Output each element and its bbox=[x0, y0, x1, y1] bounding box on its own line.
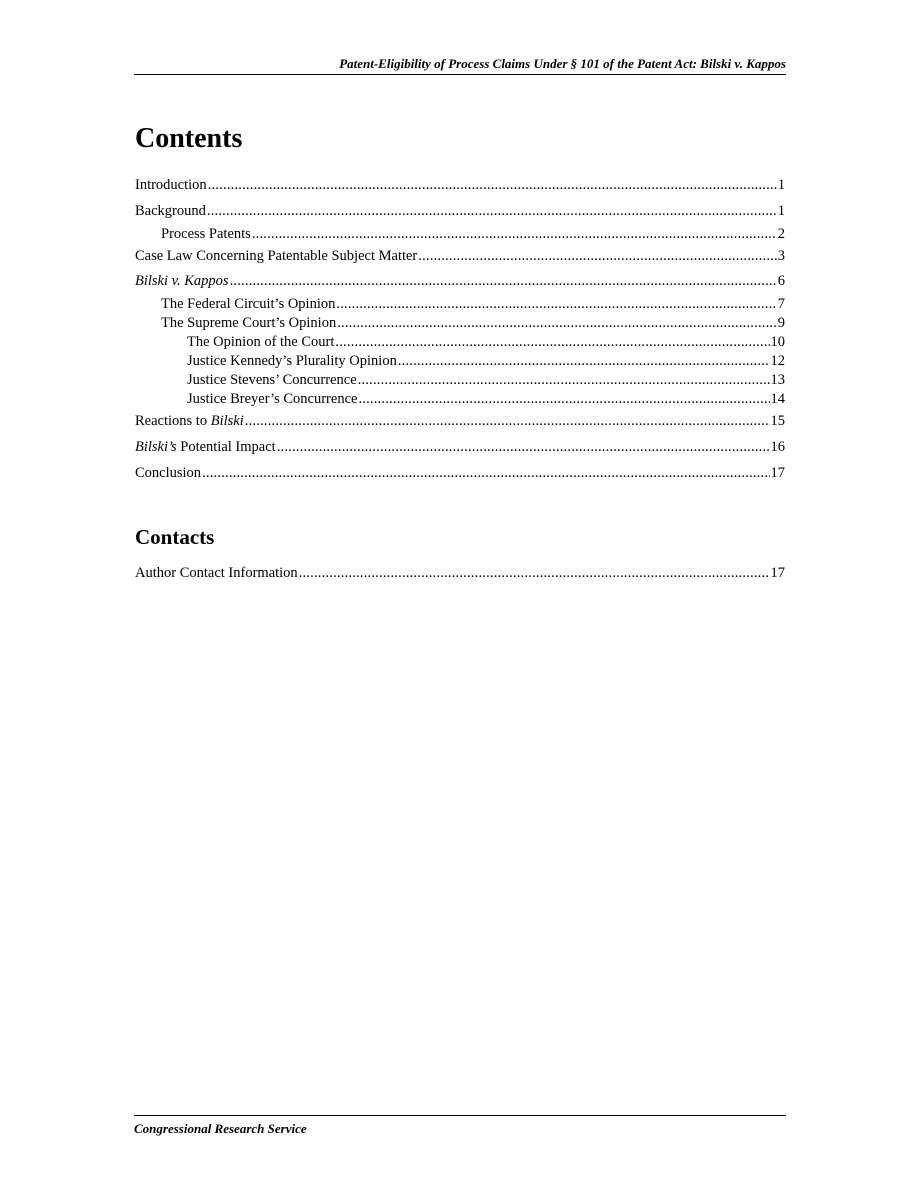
toc-entry-reactions[interactable] bbox=[135, 413, 785, 430]
toc-page-number: 17 bbox=[770, 565, 785, 581]
toc-entry-title: Case Law Concerning Patentable Subject Matter bbox=[135, 248, 418, 264]
dot-leader bbox=[418, 248, 776, 265]
toc-page-number: 10 bbox=[770, 334, 785, 350]
toc-page-number: 15 bbox=[770, 413, 785, 429]
dot-leader bbox=[252, 226, 777, 243]
toc-page-number: 7 bbox=[777, 296, 785, 312]
contents-heading: Contents bbox=[135, 123, 243, 154]
toc-entry-title: The Federal Circuit’s Opinion bbox=[161, 296, 336, 312]
dot-leader bbox=[358, 391, 769, 408]
toc-entry-title: Justice Breyer’s Concurrence bbox=[187, 391, 358, 407]
toc-page-number: 1 bbox=[777, 177, 785, 193]
dot-leader bbox=[358, 372, 770, 389]
dot-leader bbox=[337, 315, 777, 332]
toc-entry-title: Background bbox=[135, 203, 206, 219]
toc-entry-title: Bilski’s Potential Impact bbox=[135, 439, 276, 455]
toc-entry-breyer-concurrence[interactable] bbox=[135, 391, 785, 408]
dot-leader bbox=[202, 465, 769, 482]
toc-page-number: 13 bbox=[770, 372, 785, 388]
toc-entry-case-law[interactable] bbox=[135, 248, 785, 265]
toc-entry-potential-impact[interactable] bbox=[135, 439, 785, 456]
toc-entry-title: Reactions to Bilski bbox=[135, 413, 244, 429]
toc-entry-title: Introduction bbox=[135, 177, 207, 193]
toc-entry-federal-circuit-opinion[interactable] bbox=[135, 296, 785, 313]
toc-page-number: 6 bbox=[777, 273, 785, 289]
running-footer: Congressional Research Service bbox=[134, 1115, 786, 1137]
toc-entry-title: Author Contact Information bbox=[135, 565, 298, 581]
toc-entry-title: Justice Kennedy’s Plurality Opinion bbox=[187, 353, 397, 369]
toc-entry-bilski-v-kappos[interactable] bbox=[135, 273, 785, 290]
toc-entry-stevens-concurrence[interactable] bbox=[135, 372, 785, 389]
toc-page-number: 1 bbox=[777, 203, 785, 219]
contacts-heading: Contacts bbox=[135, 525, 215, 549]
toc-page-number: 12 bbox=[770, 353, 785, 369]
toc-entry-background[interactable] bbox=[135, 203, 785, 220]
toc-entry-title: The Supreme Court’s Opinion bbox=[161, 315, 337, 331]
toc-entry-opinion-of-the-court[interactable] bbox=[135, 334, 785, 351]
dot-leader bbox=[299, 565, 770, 582]
dot-leader bbox=[245, 413, 770, 430]
dot-leader bbox=[207, 203, 777, 220]
toc-entry-supreme-court-opinion[interactable] bbox=[135, 315, 785, 332]
toc-entry-author-contact[interactable] bbox=[135, 565, 785, 582]
toc-entry-process-patents[interactable] bbox=[135, 226, 785, 243]
toc-entry-kennedy-plurality[interactable] bbox=[135, 353, 785, 370]
toc-entry-title: Conclusion bbox=[135, 465, 202, 481]
toc-page-number: 14 bbox=[770, 391, 785, 407]
toc-page-number: 3 bbox=[777, 248, 785, 264]
toc-page-number: 9 bbox=[777, 315, 785, 331]
dot-leader bbox=[277, 439, 770, 456]
dot-leader bbox=[398, 353, 770, 370]
dot-leader bbox=[335, 334, 769, 351]
toc-page-number: 2 bbox=[777, 226, 785, 242]
toc-page-number: 17 bbox=[770, 465, 785, 481]
toc-entry-title: Process Patents bbox=[161, 226, 251, 242]
toc-entry-title: The Opinion of the Court bbox=[187, 334, 335, 350]
toc-entry-title: Bilski v. Kappos bbox=[135, 273, 229, 289]
toc-entry-title: Justice Stevens’ Concurrence bbox=[187, 372, 357, 388]
dot-leader bbox=[230, 273, 777, 290]
dot-leader bbox=[208, 177, 777, 194]
dot-leader bbox=[336, 296, 776, 313]
running-header: Patent-Eligibility of Process Claims Under § 101 of the Patent Act: Bilski v. Kappos bbox=[134, 56, 786, 75]
toc-page-number: 16 bbox=[770, 439, 785, 455]
toc-entry-conclusion[interactable] bbox=[135, 465, 785, 482]
toc-entry-introduction[interactable] bbox=[135, 177, 785, 194]
